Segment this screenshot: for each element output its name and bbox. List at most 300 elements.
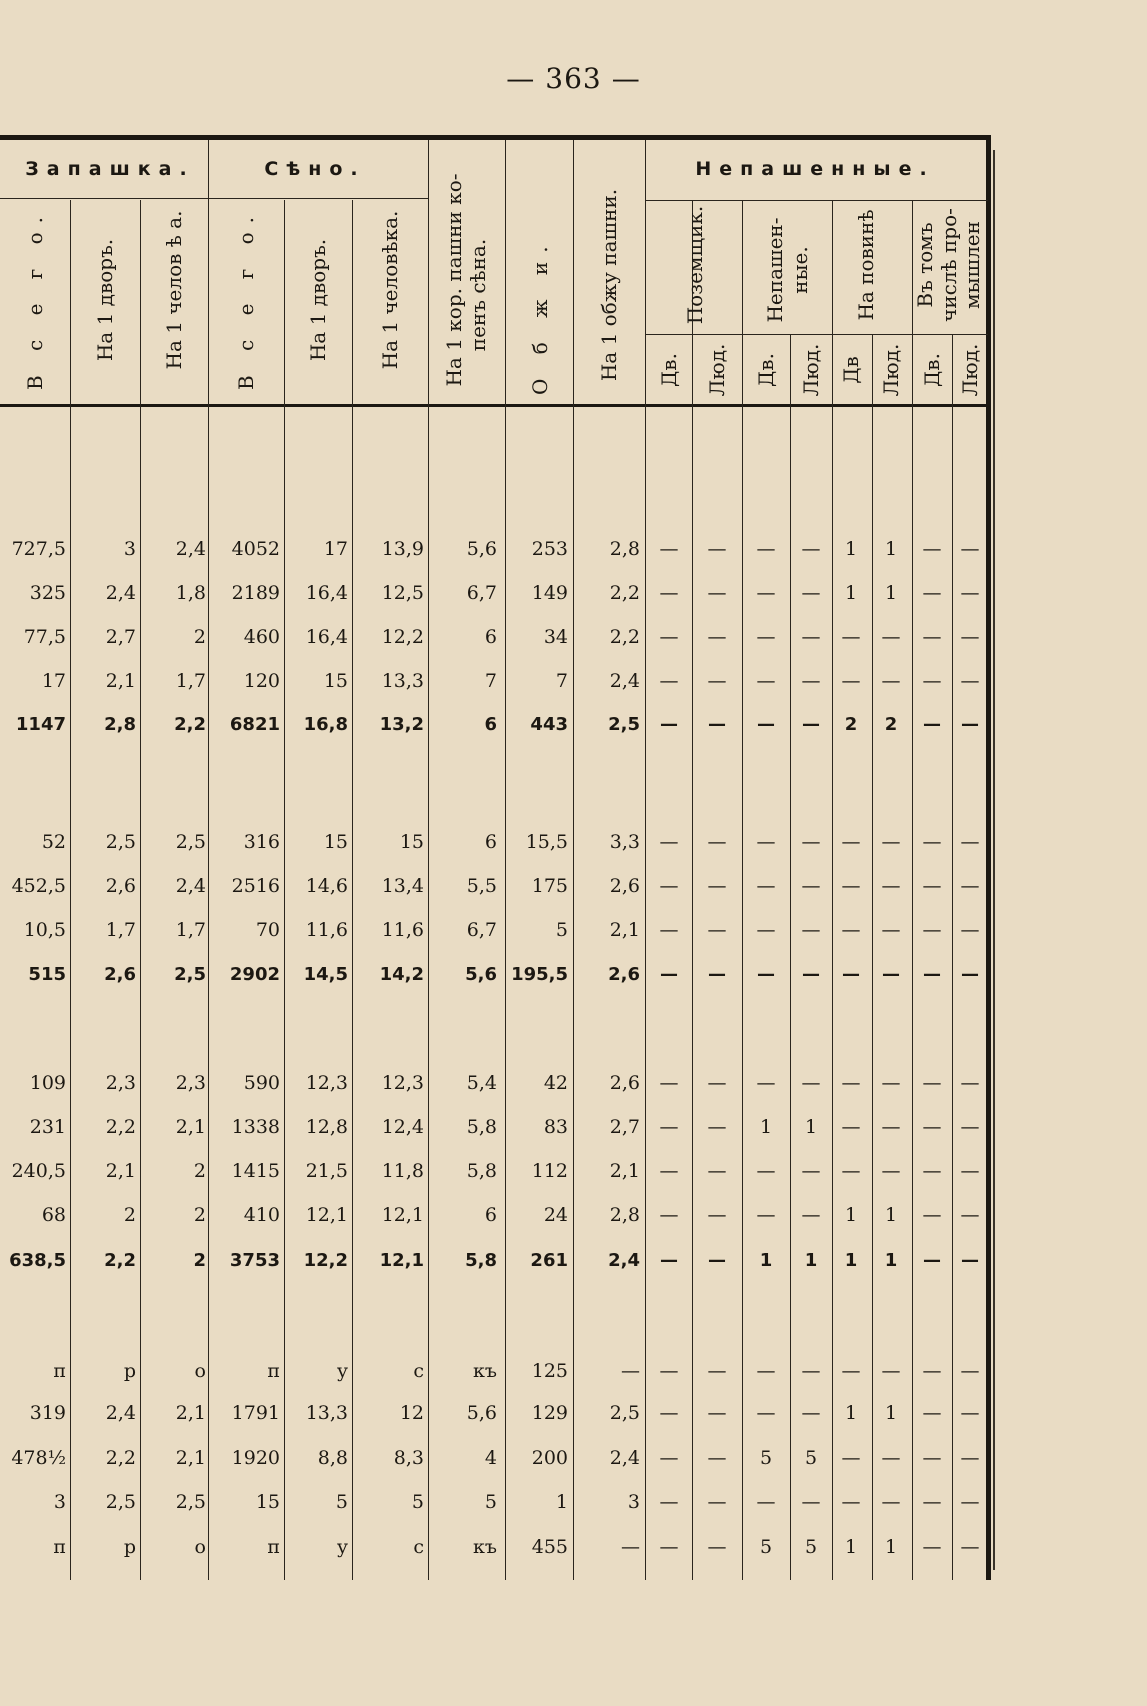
cell-k: къ — [473, 1536, 497, 1558]
cell-d2: 11,6 — [305, 919, 348, 941]
cell-nepashennye: — — [659, 670, 679, 692]
cell-v: 727,5 — [11, 538, 66, 560]
column-header-povin-label: На повинѣ — [854, 209, 878, 321]
cell-nepashennye: — — [659, 1204, 679, 1226]
cell-nepashennye: — — [659, 582, 679, 604]
column-rule — [140, 200, 141, 1580]
cell-nepashennye: — — [960, 1402, 980, 1424]
cell-nepashennye: — — [960, 626, 980, 648]
cell-p: 2,4 — [609, 1447, 640, 1469]
cell-nepashennye: — — [659, 1072, 679, 1094]
cell-p: 3 — [627, 1491, 640, 1513]
cell-d2: 17 — [323, 538, 348, 560]
group-zapashka: Запашка. — [25, 158, 195, 180]
cell-d1: 2,2 — [105, 1447, 136, 1469]
column-rule — [912, 200, 913, 1580]
cell-nepashennye: — — [756, 670, 776, 692]
cell-nepashennye: — — [707, 831, 727, 853]
cell-nepashennye: — — [841, 1116, 861, 1138]
cell-nepashennye: — — [923, 1250, 941, 1271]
cell-nepashennye: — — [881, 1360, 901, 1382]
cell-o: 261 — [530, 1250, 568, 1271]
cell-nepashennye: — — [922, 626, 942, 648]
cell-nepashennye: — — [842, 964, 860, 985]
column-rule — [742, 200, 743, 1580]
cell-o: 1 — [555, 1491, 568, 1513]
cell-nepashennye: — — [960, 1116, 980, 1138]
cell-v: 77,5 — [23, 626, 66, 648]
cell-d2: 16,4 — [305, 582, 348, 604]
cell-v2: 2516 — [231, 875, 280, 897]
cell-o: 42 — [543, 1072, 568, 1094]
cell-o: 34 — [543, 626, 568, 648]
cell-nepashennye: 1 — [884, 538, 898, 560]
cell-d1: 2 — [123, 1204, 136, 1226]
cell-nepashennye: — — [756, 626, 776, 648]
cell-nepashennye: — — [659, 1491, 679, 1513]
cell-v2: 6821 — [229, 714, 280, 735]
cell-d1: 2,5 — [105, 1491, 136, 1513]
cell-nepashennye: — — [841, 1447, 861, 1469]
cell-nepashennye: — — [660, 1250, 678, 1271]
cell-d2: у — [336, 1536, 348, 1558]
cell-nepashennye: — — [841, 1491, 861, 1513]
cell-v2: 1791 — [231, 1402, 280, 1424]
cell-c1: о — [194, 1536, 206, 1558]
cell-o: 15,5 — [525, 831, 568, 853]
cell-nepashennye: — — [756, 1402, 776, 1424]
cell-c2: 14,2 — [379, 964, 424, 985]
column-header-vtom-line1: Въ томъ — [913, 222, 937, 308]
cell-nepashennye: — — [756, 919, 776, 941]
cell-p: 2,1 — [609, 1160, 640, 1182]
cell-nepashennye: — — [707, 1204, 727, 1226]
cell-nepashennye: — — [881, 670, 901, 692]
cell-nepashennye: — — [881, 1160, 901, 1182]
cell-nepashennye: — — [960, 1072, 980, 1094]
cell-v2: 1920 — [231, 1447, 280, 1469]
cell-d1: 2,1 — [105, 1160, 136, 1182]
cell-c1: 2,5 — [175, 1491, 206, 1513]
cell-nepashennye: — — [922, 1072, 942, 1094]
cell-k: 6 — [484, 831, 497, 853]
group-nepashennye: Непашенные. — [695, 158, 935, 180]
cell-nepashennye: — — [922, 875, 942, 897]
cell-c2: 12,1 — [381, 1204, 424, 1226]
column-rule — [692, 200, 693, 1580]
cell-c2: 12,3 — [381, 1072, 424, 1094]
cell-nepashennye: — — [801, 626, 821, 648]
cell-nepashennye: — — [922, 919, 942, 941]
cell-nepashennye: — — [707, 1160, 727, 1182]
cell-nepashennye: — — [960, 1491, 980, 1513]
cell-v2: 590 — [243, 1072, 280, 1094]
cell-nepashennye: — — [659, 1160, 679, 1182]
cell-v2: 2189 — [231, 582, 280, 604]
cell-nepashennye: — — [801, 875, 821, 897]
cell-k: 4 — [484, 1447, 497, 1469]
cell-nepashennye: 1 — [804, 1116, 818, 1138]
cell-nepashennye: — — [802, 714, 820, 735]
cell-k: 5,8 — [466, 1160, 497, 1182]
cell-d1: 2,6 — [105, 875, 136, 897]
cell-nepashennye: 1 — [804, 1250, 818, 1271]
column-rule — [208, 140, 209, 1580]
cell-nepashennye: — — [922, 1402, 942, 1424]
cell-nepashennye: — — [707, 1072, 727, 1094]
cell-nepashennye: 1 — [844, 538, 858, 560]
cell-nepashennye: — — [756, 875, 776, 897]
cell-nepashennye: — — [960, 670, 980, 692]
cell-nepashennye: — — [922, 1447, 942, 1469]
cell-d1: 2,2 — [105, 1116, 136, 1138]
cell-nepashennye: — — [960, 538, 980, 560]
table-right-border-inner — [993, 150, 995, 1570]
column-rule — [790, 335, 791, 1580]
cell-nepashennye: — — [707, 1402, 727, 1424]
cell-p: 2,6 — [609, 1072, 640, 1094]
column-header-kor-line1: На 1 кор. пашни ко- — [442, 173, 466, 387]
cell-nepashennye: — — [659, 538, 679, 560]
cell-v2: 1338 — [231, 1116, 280, 1138]
cell-nepashennye: — — [841, 626, 861, 648]
column-header-lyud: Люд. — [799, 343, 823, 397]
column-header-nepash-line1: Непашен- — [763, 217, 787, 323]
cell-nepashennye: — — [756, 1360, 776, 1382]
column-header-vsego2: В с е г о. — [234, 207, 258, 390]
cell-d1: 2,4 — [105, 1402, 136, 1424]
cell-c2: 8,3 — [393, 1447, 424, 1469]
cell-p: 2,2 — [609, 626, 640, 648]
cell-nepashennye: — — [707, 1116, 727, 1138]
column-header-na1chel1: На 1 челов ѣ а. — [162, 210, 186, 370]
cell-nepashennye: — — [659, 875, 679, 897]
cell-nepashennye: — — [801, 919, 821, 941]
cell-d1: р — [123, 1536, 136, 1558]
cell-nepashennye: — — [801, 1360, 821, 1382]
column-rule — [284, 200, 285, 1580]
cell-nepashennye: — — [922, 1160, 942, 1182]
cell-o: 253 — [531, 538, 568, 560]
cell-nepashennye: — — [659, 626, 679, 648]
cell-nepashennye: — — [922, 1360, 942, 1382]
cell-nepashennye: 2 — [884, 714, 898, 735]
cell-p: 2,5 — [609, 1402, 640, 1424]
column-rule — [505, 140, 506, 1580]
cell-nepashennye: — — [660, 714, 678, 735]
column-header-kor-line2: пенъ сѣна. — [466, 238, 490, 352]
cell-nepashennye: — — [659, 831, 679, 853]
cell-v2: п — [267, 1536, 280, 1558]
cell-c2: 12 — [399, 1402, 424, 1424]
cell-o: 129 — [531, 1402, 568, 1424]
cell-nepashennye: — — [708, 964, 726, 985]
column-header-obzhi: О б ж и. — [528, 237, 552, 395]
cell-k: 5,8 — [466, 1116, 497, 1138]
cell-o: 7 — [555, 670, 568, 692]
cell-nepashennye: — — [922, 1491, 942, 1513]
cell-c2: 12,2 — [381, 626, 424, 648]
cell-d2: 16,8 — [303, 714, 348, 735]
cell-v: 325 — [29, 582, 66, 604]
cell-nepashennye: — — [801, 582, 821, 604]
cell-c1: 2 — [193, 1204, 206, 1226]
cell-nepashennye: — — [922, 670, 942, 692]
cell-nepashennye: — — [801, 1072, 821, 1094]
cell-v: 3 — [53, 1491, 66, 1513]
cell-d2: 12,2 — [303, 1250, 348, 1271]
cell-c2: 5 — [411, 1491, 424, 1513]
cell-nepashennye: — — [960, 582, 980, 604]
cell-k: 6 — [484, 1204, 497, 1226]
cell-v: 17 — [41, 670, 66, 692]
cell-nepashennye: — — [841, 1160, 861, 1182]
cell-nepashennye: — — [961, 964, 979, 985]
cell-nepashennye: — — [881, 1491, 901, 1513]
cell-nepashennye: — — [881, 626, 901, 648]
column-header-lyud2: Люд. — [879, 343, 903, 397]
cell-nepashennye: — — [659, 1402, 679, 1424]
cell-nepashennye: — — [756, 538, 776, 560]
cell-k: 5,6 — [466, 1402, 497, 1424]
cell-nepashennye: — — [707, 1447, 727, 1469]
cell-nepashennye: — — [801, 831, 821, 853]
cell-v2: 2902 — [229, 964, 280, 985]
cell-nepashennye: — — [707, 582, 727, 604]
cell-nepashennye: 1 — [759, 1116, 773, 1138]
cell-d1: р — [123, 1360, 136, 1382]
cell-k: 6 — [484, 626, 497, 648]
cell-d2: 15 — [323, 670, 348, 692]
cell-d2: 15 — [323, 831, 348, 853]
cell-p: 2,8 — [609, 1204, 640, 1226]
cell-nepashennye: — — [756, 831, 776, 853]
page-number: — 363 — — [506, 62, 641, 95]
cell-nepashennye: — — [881, 1072, 901, 1094]
column-header-dv: Дв. — [754, 353, 778, 387]
cell-d2: 14,6 — [305, 875, 348, 897]
cell-nepashennye: — — [757, 714, 775, 735]
cell-k: 5 — [484, 1491, 497, 1513]
column-rule — [573, 140, 574, 1580]
cell-nepashennye: — — [707, 670, 727, 692]
cell-nepashennye: — — [923, 964, 941, 985]
cell-v2: 410 — [243, 1204, 280, 1226]
cell-p: 2,8 — [609, 538, 640, 560]
cell-c1: 2,2 — [174, 714, 206, 735]
cell-k: 5,5 — [466, 875, 497, 897]
cell-d2: 21,5 — [305, 1160, 348, 1182]
column-rule — [352, 200, 353, 1580]
cell-p: 2,1 — [609, 919, 640, 941]
cell-k: къ — [473, 1360, 497, 1382]
cell-nepashennye: 1 — [844, 1536, 858, 1558]
cell-c2: 11,6 — [381, 919, 424, 941]
cell-nepashennye: — — [881, 919, 901, 941]
cell-nepashennye: — — [756, 1160, 776, 1182]
cell-nepashennye: — — [707, 626, 727, 648]
cell-p: — — [621, 1360, 640, 1382]
cell-v: 10,5 — [23, 919, 66, 941]
cell-nepashennye: 1 — [884, 1250, 898, 1271]
cell-v2: 70 — [255, 919, 280, 941]
cell-p: 2,6 — [608, 964, 640, 985]
cell-k: 7 — [484, 670, 497, 692]
header-rule — [645, 334, 988, 335]
cell-nepashennye: — — [882, 964, 900, 985]
column-header-vtom-line2: числѣ про- — [937, 208, 961, 322]
cell-nepashennye: — — [801, 1204, 821, 1226]
column-header-na1dvor2: На 1 дворъ. — [306, 238, 330, 362]
cell-v2: 316 — [243, 831, 280, 853]
cell-c2: 12,5 — [381, 582, 424, 604]
cell-k: 5,6 — [465, 964, 497, 985]
cell-c1: 2 — [193, 1160, 206, 1182]
cell-o: 195,5 — [511, 964, 568, 985]
cell-nepashennye: — — [923, 714, 941, 735]
cell-nepashennye: — — [757, 964, 775, 985]
cell-nepashennye: — — [841, 1072, 861, 1094]
cell-v2: 460 — [243, 626, 280, 648]
cell-k: 5,8 — [465, 1250, 497, 1271]
cell-v: 52 — [41, 831, 66, 853]
cell-d1: 2,4 — [105, 582, 136, 604]
cell-nepashennye: — — [659, 1447, 679, 1469]
cell-nepashennye: — — [960, 875, 980, 897]
cell-c1: 2,4 — [175, 538, 206, 560]
cell-v: 240,5 — [11, 1160, 66, 1182]
cell-c1: 2 — [193, 1250, 206, 1271]
cell-nepashennye: 1 — [884, 582, 898, 604]
cell-nepashennye: — — [659, 1360, 679, 1382]
cell-nepashennye: — — [801, 670, 821, 692]
column-rule — [645, 140, 646, 1580]
column-header-lyud: Люд. — [705, 343, 729, 397]
cell-c1: 2 — [193, 626, 206, 648]
cell-nepashennye: — — [841, 919, 861, 941]
column-rule — [428, 140, 429, 1580]
cell-nepashennye: — — [660, 964, 678, 985]
cell-v2: 4052 — [231, 538, 280, 560]
cell-nepashennye: 1 — [884, 1536, 898, 1558]
cell-nepashennye: — — [922, 582, 942, 604]
column-header-vtom-line3: мышлен — [960, 221, 984, 309]
cell-d1: 1,7 — [105, 919, 136, 941]
cell-nepashennye: — — [960, 1160, 980, 1182]
cell-nepashennye: 1 — [844, 1250, 858, 1271]
cell-v: 1147 — [15, 714, 66, 735]
cell-nepashennye: 1 — [884, 1402, 898, 1424]
cell-d1: 2,6 — [104, 964, 136, 985]
cell-nepashennye: — — [960, 1447, 980, 1469]
cell-nepashennye: — — [922, 538, 942, 560]
cell-k: 6,7 — [466, 582, 497, 604]
cell-c2: с — [413, 1360, 424, 1382]
cell-v: 109 — [29, 1072, 66, 1094]
column-header-obzhu: На 1 обжу пашни. — [597, 188, 621, 382]
cell-c1: 2,1 — [175, 1402, 206, 1424]
cell-v: 68 — [41, 1204, 66, 1226]
cell-nepashennye: — — [801, 538, 821, 560]
cell-d2: 5 — [335, 1491, 348, 1513]
cell-p: 2,5 — [608, 714, 640, 735]
cell-d2: 12,8 — [305, 1116, 348, 1138]
cell-v: п — [53, 1360, 66, 1382]
cell-v: 231 — [29, 1116, 66, 1138]
cell-c2: 13,3 — [381, 670, 424, 692]
cell-c1: 2,4 — [175, 875, 206, 897]
cell-c1: 2,5 — [174, 964, 206, 985]
cell-o: 83 — [543, 1116, 568, 1138]
cell-c1: 1,7 — [175, 919, 206, 941]
cell-nepashennye: — — [756, 1072, 776, 1094]
cell-d1: 3 — [123, 538, 136, 560]
column-header-na1chel2: На 1 человѣка. — [378, 210, 402, 370]
column-header-dv: Дв. — [920, 353, 944, 387]
cell-nepashennye: — — [960, 1536, 980, 1558]
cell-nepashennye: — — [960, 919, 980, 941]
cell-nepashennye: — — [841, 670, 861, 692]
cell-nepashennye: 5 — [804, 1536, 818, 1558]
column-header-lyud: Люд. — [958, 343, 982, 397]
cell-d2: 16,4 — [305, 626, 348, 648]
cell-nepashennye: — — [881, 831, 901, 853]
cell-nepashennye: — — [922, 1116, 942, 1138]
cell-nepashennye: — — [707, 538, 727, 560]
cell-p: 2,4 — [608, 1250, 640, 1271]
cell-p: — — [621, 1536, 640, 1558]
cell-nepashennye: 2 — [844, 714, 858, 735]
cell-nepashennye: — — [659, 919, 679, 941]
table-top-border — [0, 135, 990, 140]
cell-v: 319 — [29, 1402, 66, 1424]
cell-nepashennye: — — [707, 875, 727, 897]
cell-nepashennye: — — [841, 831, 861, 853]
cell-nepashennye: — — [801, 1160, 821, 1182]
cell-d1: 2,5 — [105, 831, 136, 853]
cell-nepashennye: 1 — [884, 1204, 898, 1226]
cell-d2: 14,5 — [303, 964, 348, 985]
cell-c1: 2,1 — [175, 1116, 206, 1138]
cell-c1: 2,1 — [175, 1447, 206, 1469]
cell-v2: 3753 — [229, 1250, 280, 1271]
column-header-nepash-line2: ные. — [788, 246, 812, 294]
cell-c2: 12,4 — [381, 1116, 424, 1138]
cell-p: 2,4 — [609, 670, 640, 692]
cell-nepashennye: 5 — [804, 1447, 818, 1469]
cell-d1: 2,3 — [105, 1072, 136, 1094]
column-header-dv-short: Дв — [839, 356, 863, 384]
cell-v: 515 — [28, 964, 66, 985]
cell-nepashennye: — — [802, 964, 820, 985]
cell-nepashennye: — — [960, 1204, 980, 1226]
cell-nepashennye: — — [708, 714, 726, 735]
cell-nepashennye: 1 — [844, 582, 858, 604]
cell-nepashennye: — — [841, 1360, 861, 1382]
cell-v: 478½ — [11, 1447, 66, 1469]
cell-nepashennye: 5 — [759, 1447, 773, 1469]
cell-c2: с — [413, 1536, 424, 1558]
cell-p: 2,6 — [609, 875, 640, 897]
column-rule — [832, 200, 833, 1580]
cell-k: 5,6 — [466, 538, 497, 560]
cell-c1: 2,3 — [175, 1072, 206, 1094]
cell-nepashennye: — — [922, 1536, 942, 1558]
cell-nepashennye: — — [659, 1116, 679, 1138]
cell-nepashennye: — — [756, 582, 776, 604]
cell-c2: 12,1 — [379, 1250, 424, 1271]
cell-nepashennye: — — [922, 831, 942, 853]
